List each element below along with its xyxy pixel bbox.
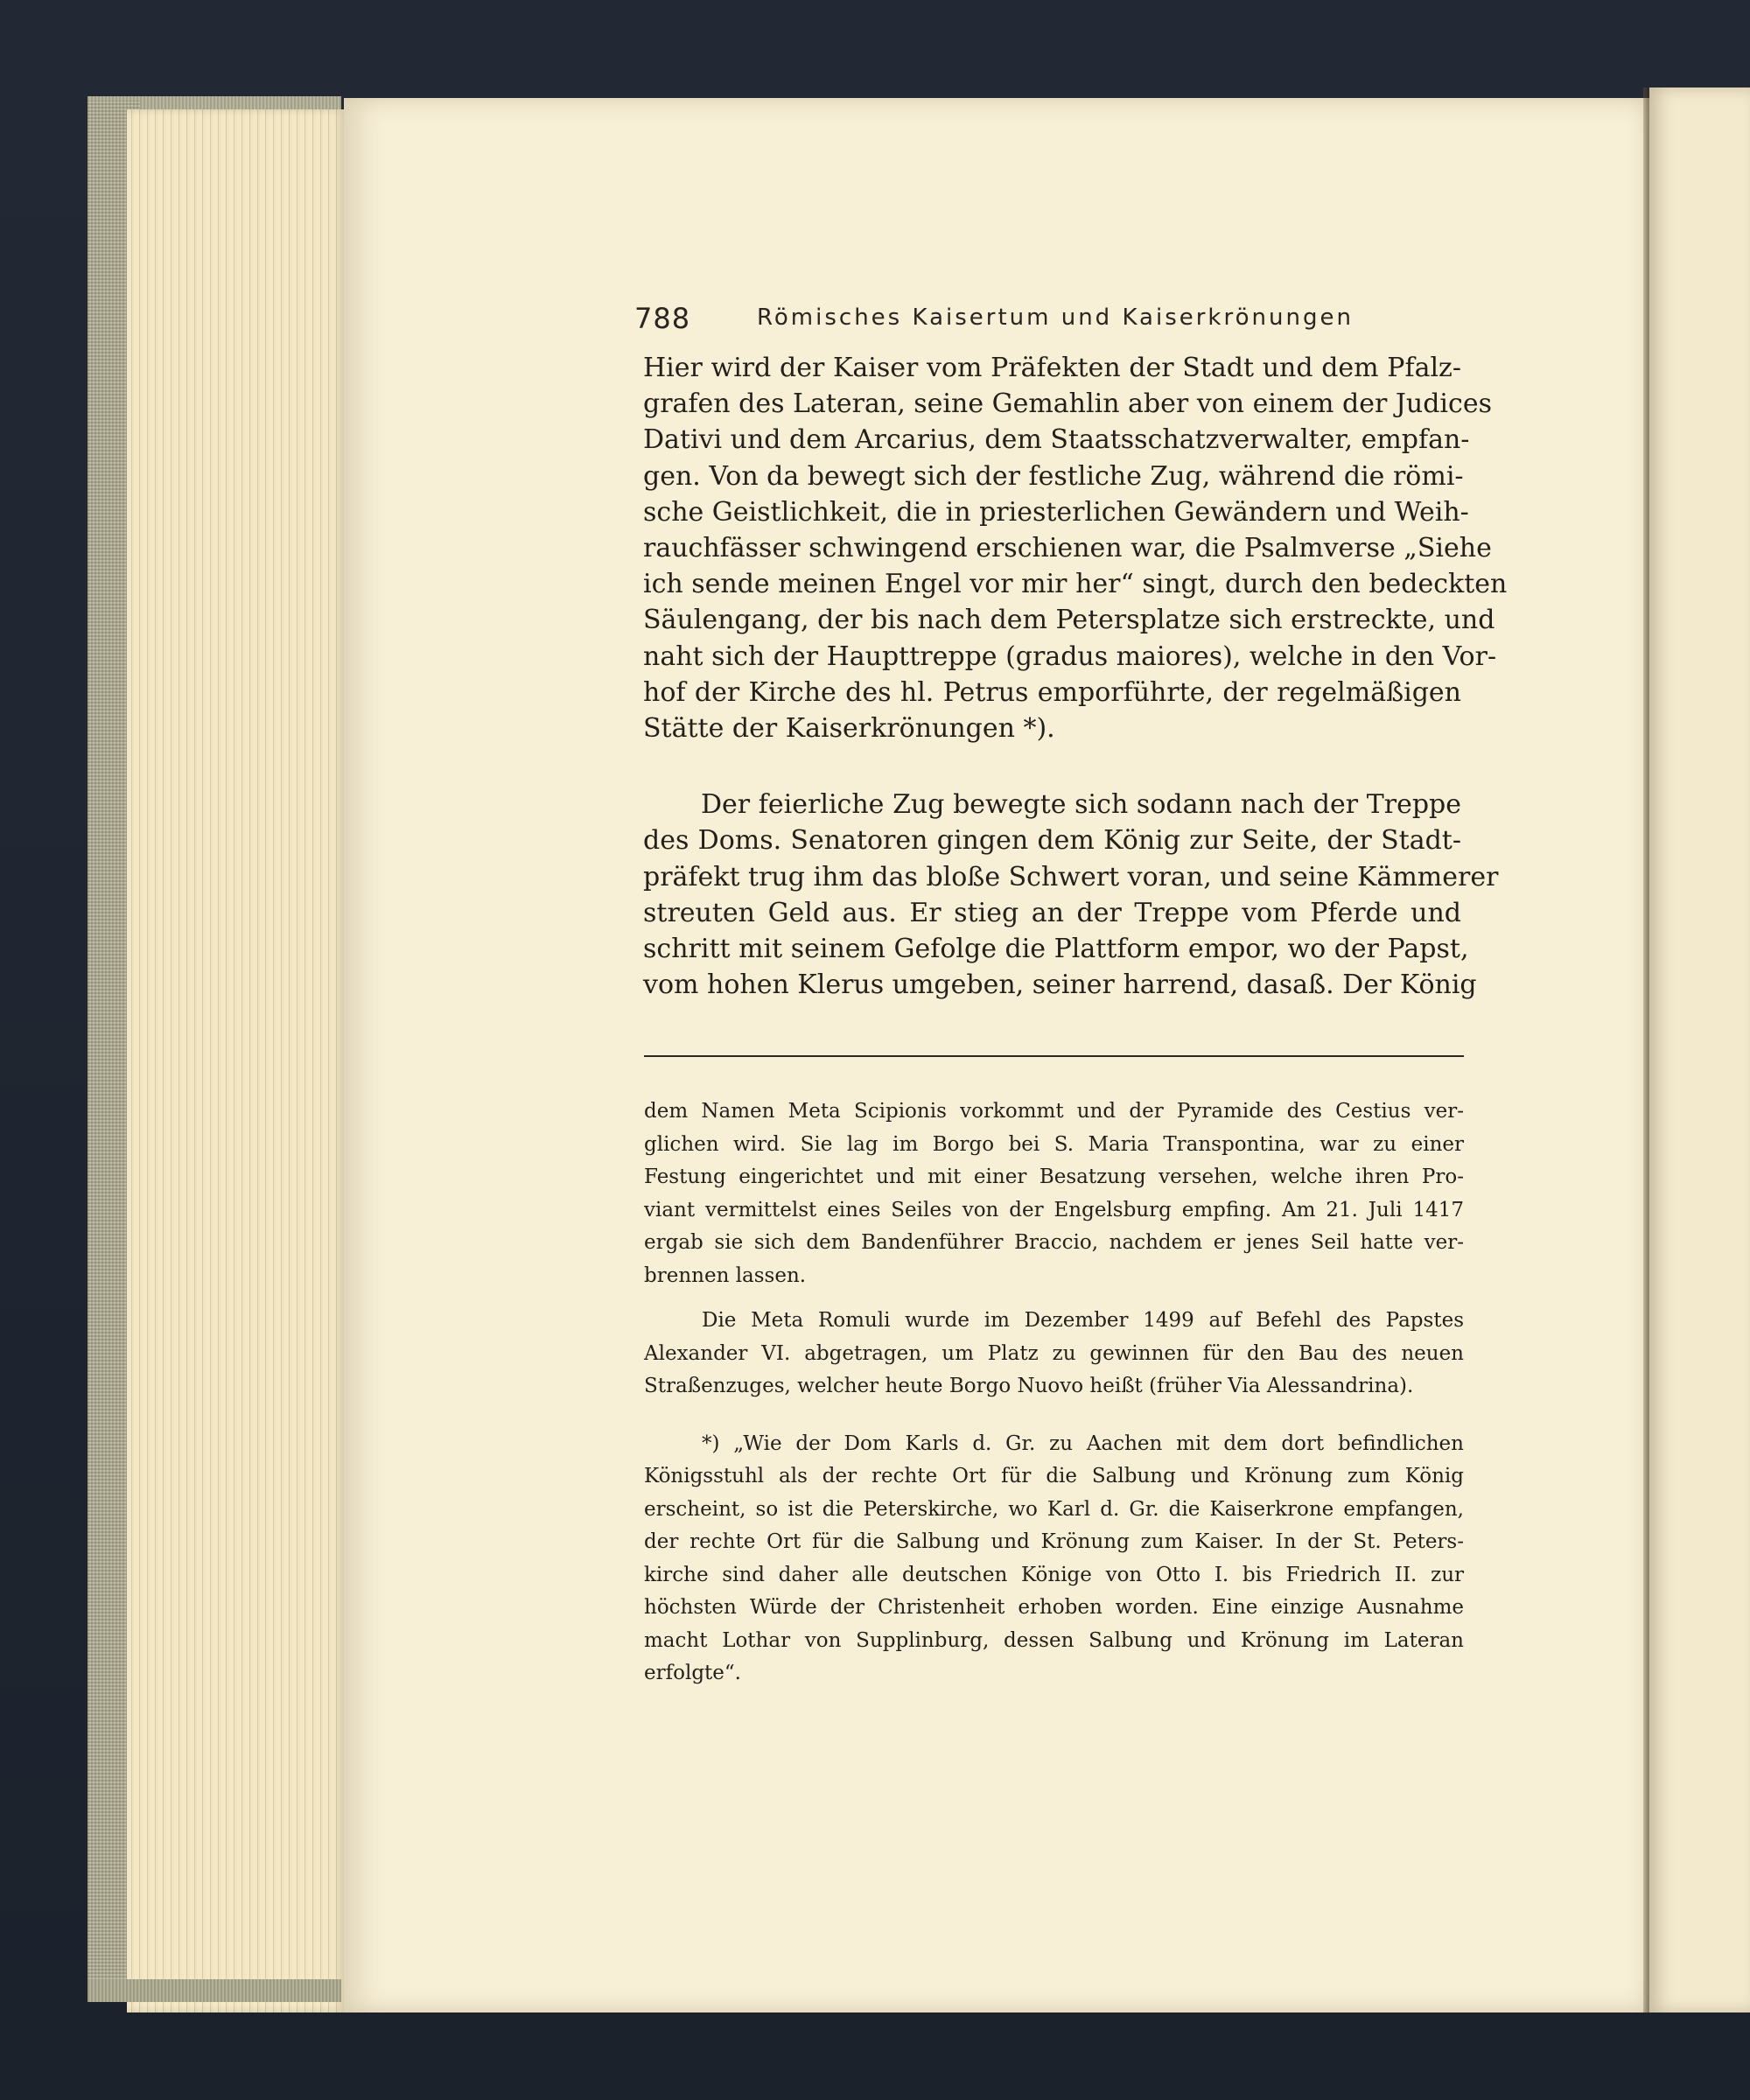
text-line: Dativi und dem Arcarius, dem Staatsschatzverwalter, empfan-	[643, 424, 1470, 456]
running-title: Römisches Kaisertum und Kaiserkrönungen	[757, 304, 1354, 331]
text-line: Der feierliche Zug bewegte sich sodann nach der Treppe	[701, 789, 1461, 821]
footnote-rule	[644, 1055, 1464, 1057]
footnote-line: *) „Wie der Dom Karls d. Gr. zu Aachen mit dem dort befindlichen	[702, 1432, 1464, 1455]
footnote-line: glichen wird. Sie lag im Borgo bei S. Maria Transpontina, war zu einer	[644, 1132, 1464, 1156]
footnote-line: brennen lassen.	[644, 1264, 807, 1287]
footnote-line: Straßenzuges, welcher heute Borgo Nuovo heißt (früher Via Alessandrina).	[644, 1375, 1414, 1397]
footnote-line: Königsstuhl als der rechte Ort für die Salbung und Krönung zum König	[644, 1465, 1464, 1488]
footnote-line: kirche sind daher alle deutschen Könige von Otto I. bis Friedrich II. zur	[644, 1563, 1464, 1586]
footnote-line: Alexander VI. abgetragen, um Platz zu gewinnen für den Bau des neuen	[644, 1341, 1464, 1365]
page-number: 788	[634, 302, 691, 335]
footnotes	[644, 1096, 1464, 1690]
footnote	[644, 1305, 1464, 1404]
paragraph	[643, 350, 1508, 746]
text-line: Säulengang, der bis nach dem Petersplatze sich erstreckte, und	[643, 605, 1495, 636]
text-line: naht sich der Haupttreppe (gradus maiores), welche in den Vor-	[643, 640, 1497, 672]
text-line: schritt mit seinem Gefolge die Plattform empor, wo der Papst,	[643, 934, 1469, 965]
footnote-line: erfolgte“.	[644, 1662, 741, 1684]
book-cover-bottom-edge	[88, 1979, 341, 2002]
text-line: vom hohen Klerus umgeben, seiner harrend, dasaß. Der König	[643, 970, 1477, 1001]
text-line: ich sende meinen Engel vor mir her“ singt, durch den bedeckten	[643, 569, 1508, 600]
footnote-line: höchsten Würde der Christenheit erhoben worden. Eine einzige Ausnahme	[644, 1596, 1464, 1619]
footnote-line: dem Namen Meta Scipionis vorkommt und der Pyramide des Cestius ver-	[644, 1100, 1464, 1123]
text-line: grafen des Lateran, seine Gemahlin aber von einem der Judices	[643, 388, 1492, 420]
running-head	[634, 302, 1509, 340]
text-line: Hier wird der Kaiser vom Präfekten der Stadt und dem Pfalz-	[643, 353, 1461, 383]
paragraph	[643, 787, 1499, 1003]
text-line: rauchfässer schwingend erschienen war, die Psalmverse „Siehe	[643, 533, 1492, 564]
footnote-line: ergab sie sich dem Bandenführer Braccio, nachdem er jenes Seil hatte ver-	[644, 1231, 1464, 1254]
main-text	[643, 350, 1508, 1003]
page-stack-edges	[127, 109, 346, 2012]
footnote	[644, 1428, 1464, 1690]
text-line: Stätte der Kaiserkrönungen *).	[643, 713, 1055, 745]
text-line: des Doms. Senatoren gingen dem König zur Seite, der Stadt-	[643, 825, 1461, 857]
text-line: streuten Geld aus. Er stieg an der Treppe vom Pferde und	[643, 897, 1461, 928]
facing-page-edge	[1649, 88, 1750, 2012]
footnote	[644, 1096, 1464, 1292]
text-line: präfekt trug ihm das bloße Schwert voran, und seine Kämmerer	[643, 861, 1499, 892]
text-line: sche Geistlichkeit, die in priesterlichen Gewändern und Weih-	[643, 496, 1469, 528]
footnote-line: macht Lothar von Supplinburg, dessen Salbung und Krönung im Lateran	[644, 1628, 1464, 1652]
footnote-line: Festung eingerichtet und mit einer Besatzung versehen, welche ihren Pro-	[644, 1166, 1464, 1188]
text-line: gen. Von da bewegt sich der festliche Zug, während die römi-	[643, 460, 1464, 492]
footnote-line: erscheint, so ist die Peterskirche, wo Karl d. Gr. die Kaiserkrone empfangen,	[644, 1497, 1464, 1521]
text-line: hof der Kirche des hl. Petrus emporführte, der regelmäßigen	[643, 676, 1461, 708]
footnote-line: viant vermittelst eines Seiles von der Engelsburg empfing. Am 21. Juli 1417	[644, 1198, 1464, 1222]
footnote-line: der rechte Ort für die Salbung und Krönung zum Kaiser. In der St. Peters-	[644, 1530, 1464, 1553]
footnote-line: Die Meta Romuli wurde im Dezember 1499 auf Befehl des Papstes	[702, 1309, 1464, 1332]
